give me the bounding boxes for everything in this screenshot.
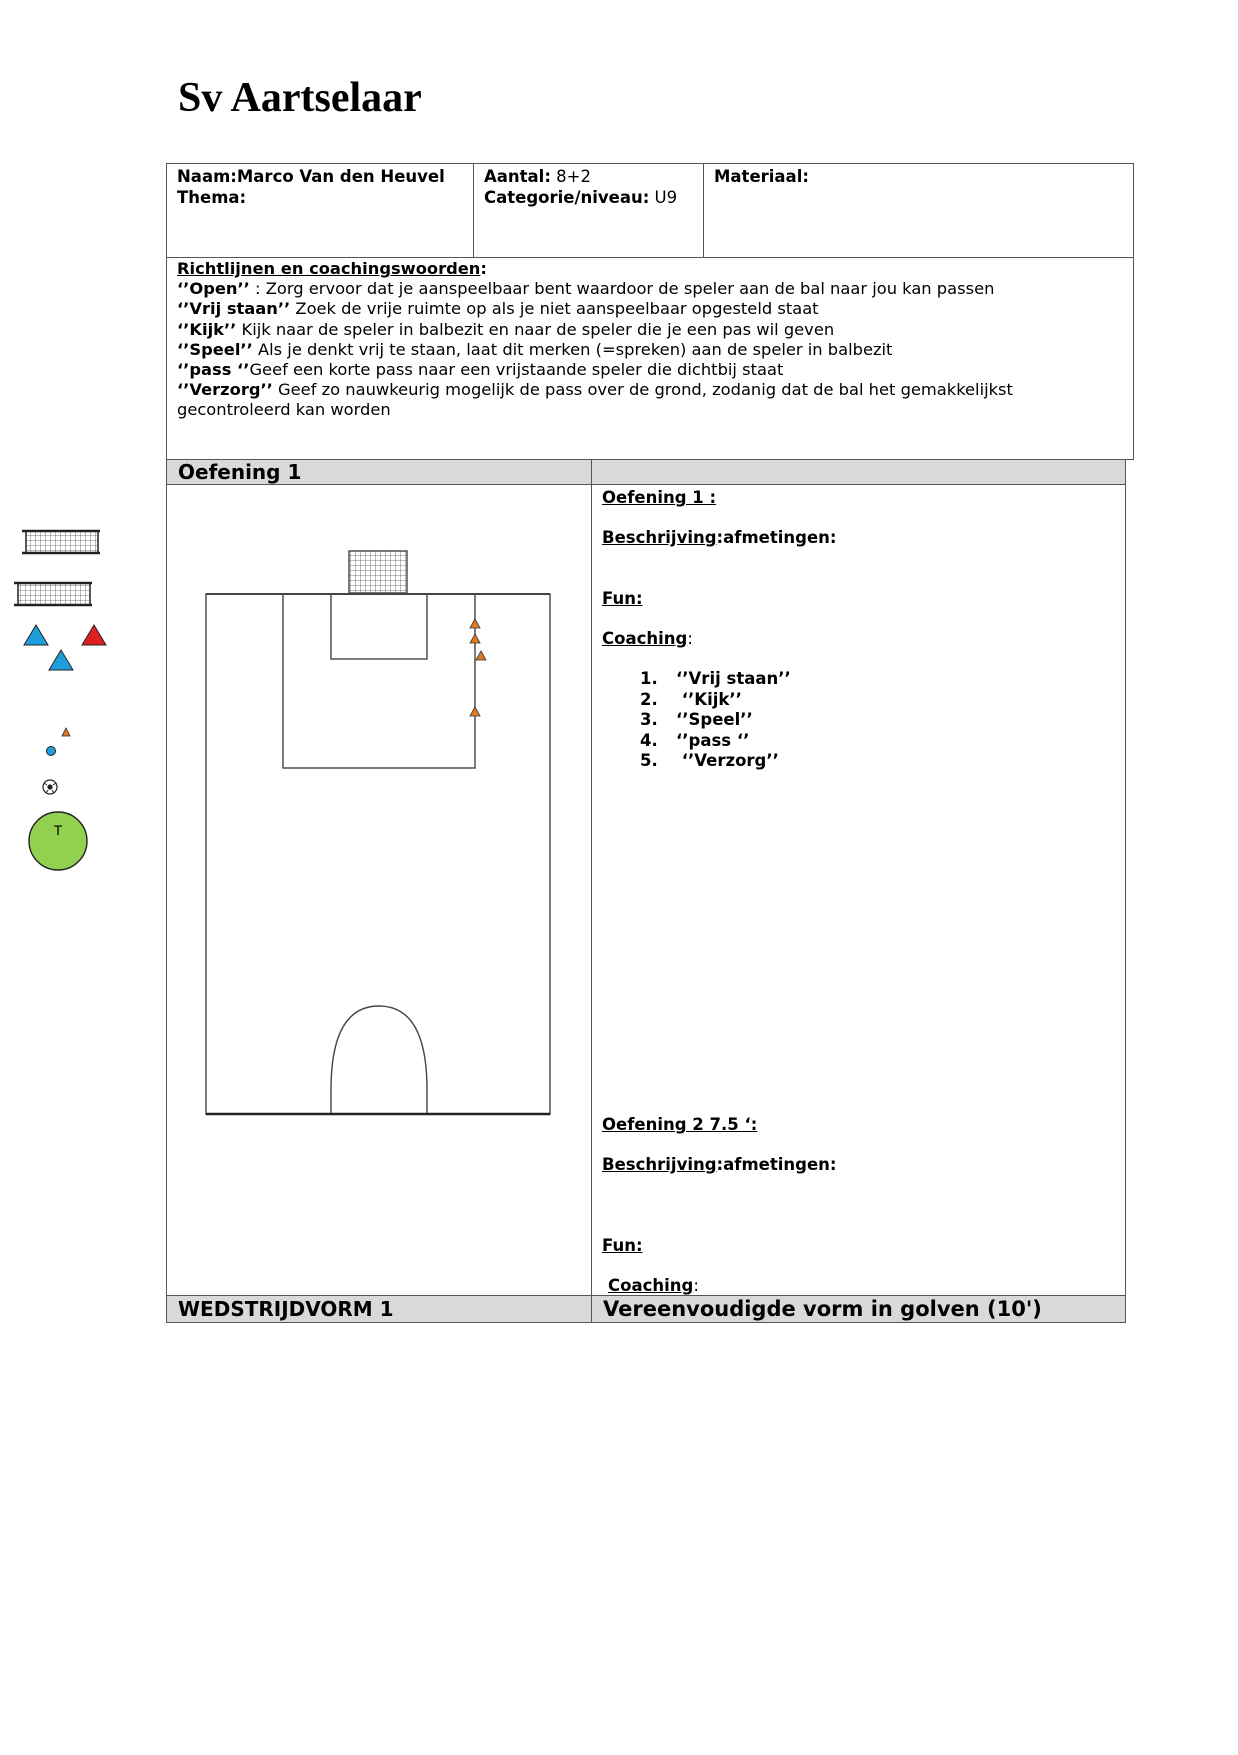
coaching-item: [640, 669, 791, 690]
oefening-band-left: Oefening 1: [166, 459, 592, 485]
coaching-item-text: ‘’Vrij staan’’: [676, 669, 791, 688]
ball-icon: [43, 780, 57, 794]
red-player-icon: [82, 625, 106, 645]
richtlijn-term: ‘’Verzorg’’: [177, 380, 273, 400]
oefening2-fun: Fun:: [602, 1236, 643, 1255]
coaching-label: Coaching: [608, 1276, 694, 1295]
beschrijving-label: Beschrijving: [602, 528, 717, 547]
aantal-label: Aantal:: [484, 167, 551, 186]
oefening1-fun: Fun:: [602, 589, 643, 608]
coaching-list: [640, 669, 791, 772]
richtlijn-text: Als je denkt vrij te staan, laat dit merken (=spreken) aan de speler in balbezit: [252, 339, 893, 359]
oefening1-beschrijving: [602, 528, 836, 548]
blue-player-icon: [49, 650, 73, 670]
materiaal-label: Materiaal:: [714, 167, 809, 186]
trainer-icon: [29, 812, 87, 870]
coaching-item: [640, 731, 791, 752]
richtlijn-text: : Zorg ervoor dat je aanspeelbaar bent waardoor de speler aan de bal naar jou kan passen: [249, 279, 995, 299]
beschrijving-label: Beschrijving: [602, 1155, 717, 1174]
richtlijnen-heading-colon: :: [480, 259, 487, 278]
richtlijn-text: Kijk naar de speler in balbezit en naar de speler die je een pas wil geven: [236, 319, 835, 339]
richtlijn-text: Zoek de vrije ruimte op als je niet aanspeelbaar opgesteld staat: [290, 299, 819, 319]
cone-icon: [62, 728, 70, 736]
richtlijn-last-line: gecontroleerd kan worden: [177, 400, 391, 420]
goal-net: [349, 551, 407, 593]
afmetingen-label: :afmetingen:: [716, 528, 837, 547]
center-arc: [331, 1006, 427, 1114]
coaching-item-number: 1.: [640, 669, 658, 688]
coaching-label: Coaching: [602, 629, 688, 648]
cone-icon: [470, 634, 480, 643]
coaching-item: [640, 690, 791, 711]
richtlijn-term: ‘’Kijk’’: [177, 319, 237, 339]
coaching-item-number: 3.: [640, 710, 658, 729]
coaching-item-number: 4.: [640, 730, 658, 750]
naam-value: Marco Van den Heuvel: [236, 167, 445, 186]
oefening2-coaching: [608, 1276, 699, 1296]
naam-label: Naam:: [177, 167, 237, 186]
richtlijn-term: ‘’pass ‘’: [177, 360, 250, 380]
coaching-item-text: ‘’pass ‘’: [676, 730, 750, 750]
richtlijn-term: ‘’Vrij staan’’: [177, 299, 291, 319]
goal-area: [331, 594, 427, 659]
coaching-item-text: ‘’Verzorg’’: [676, 751, 779, 770]
penalty-area: [283, 594, 475, 768]
coaching-item-number: 2.: [640, 689, 658, 709]
oefening2-title: Oefening 2 7.5 ‘:: [602, 1115, 758, 1134]
legend: [14, 531, 106, 870]
cones: [470, 619, 486, 716]
categorie-value: U9: [649, 188, 678, 207]
categorie-label: Categorie/niveau:: [484, 188, 650, 207]
coaching-item-text: ‘’Speel’’: [676, 710, 753, 729]
coaching-item-number: 5.: [640, 751, 658, 770]
bottom-band-right: Vereenvoudigde vorm in golven (10'): [591, 1295, 1126, 1323]
oefening1-coaching: [602, 629, 693, 649]
coaching-colon: :: [693, 1276, 699, 1295]
cone-icon: [470, 707, 480, 716]
bottom-band-left: WEDSTRIJDVORM 1: [166, 1295, 592, 1323]
richtlijn-term: ‘’Speel’’: [177, 339, 253, 359]
page-title: Sv Aartselaar: [178, 75, 422, 121]
cone-icon: [476, 651, 486, 660]
pitch: [206, 551, 550, 1114]
large-goal-icon: [14, 583, 92, 605]
aantal-value: 8+2: [550, 167, 592, 186]
richtlijn-text: Geef een korte pass naar een vrijstaande speler die dichtbij staat: [249, 360, 784, 380]
coaching-item: [640, 751, 791, 772]
blue-player-icon: [24, 625, 48, 645]
richtlijn-text: Geef zo nauwkeurig mogelijk de pass over de grond, zodanig dat de bal het gemakkelijkst: [272, 380, 1013, 400]
coaching-item: [640, 710, 791, 731]
small-goal-icon: [22, 531, 100, 553]
oefening2-beschrijving: [602, 1155, 836, 1175]
thema-label: Thema:: [177, 188, 247, 207]
trainer-label: T: [53, 822, 63, 838]
richtlijnen-heading: Richtlijnen en coachingswoorden: [177, 259, 481, 278]
pitch-outline: [206, 594, 550, 1114]
oefening1-title: Oefening 1 :: [602, 488, 717, 507]
coaching-item-text: ‘’Kijk’’: [676, 689, 742, 709]
cone-icon: [470, 619, 480, 628]
coaching-colon: :: [687, 629, 693, 648]
marker-dot-icon: [47, 747, 56, 756]
afmetingen-label: :afmetingen:: [716, 1155, 837, 1174]
richtlijn-term: ‘’Open’’: [177, 279, 250, 299]
